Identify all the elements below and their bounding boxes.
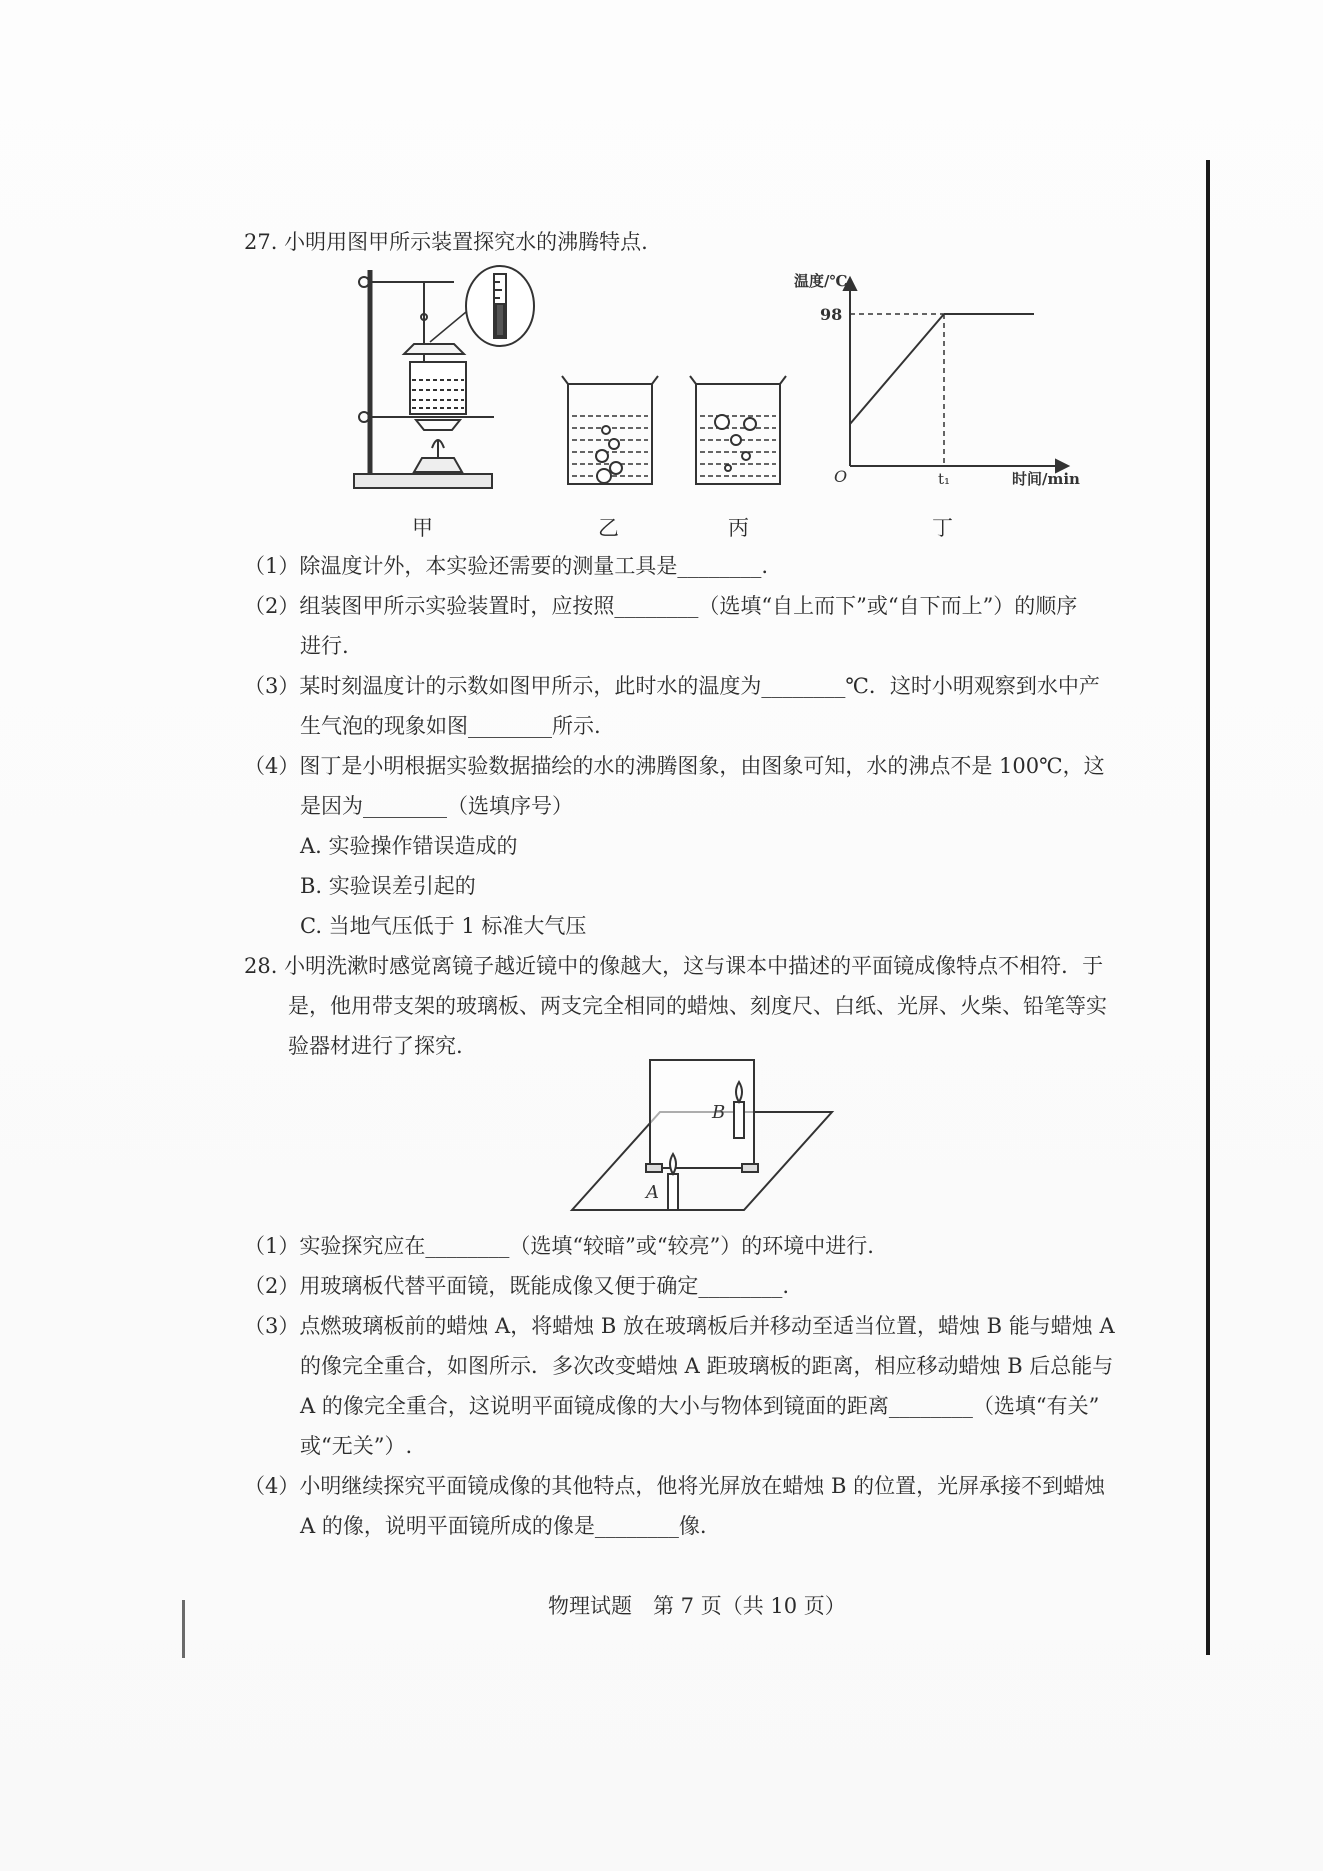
candle-b-flame xyxy=(736,1082,742,1102)
page-footer: 物理试题 第 7 页（共 10 页） xyxy=(548,1594,846,1618)
q27-option-a: A. 实验操作错误造成的 xyxy=(300,834,518,858)
graph-xlabel: 时间/min xyxy=(1012,470,1080,488)
q28-part-3-cont-2: A 的像完全重合，这说明平面镜成像的大小与物体到镜面的距离________（选填“有关” xyxy=(300,1394,1100,1418)
caption-bing: 丙 xyxy=(728,516,749,540)
graph-origin: O xyxy=(834,467,848,486)
page-edge-mark xyxy=(182,1600,185,1658)
q28-part-1: （1）实验探究应在________（选填“较暗”或“较亮”）的环境中进行. xyxy=(244,1234,874,1258)
graph-rising-line xyxy=(850,314,944,424)
q27-part-4: （4）图丁是小明根据实验数据描绘的水的沸腾图象，由图象可知，水的沸点不是 100℃，这 xyxy=(244,754,1105,778)
plate-stand-left xyxy=(646,1164,662,1172)
q27-figure-bing xyxy=(686,372,790,488)
q28-part-2: （2）用玻璃板代替平面镜，既能成像又便于确定________. xyxy=(244,1274,790,1298)
q27-part-2: （2）组装图甲所示实验装置时，应按照________（选填“自上而下”或“自下而上”）的顺序 xyxy=(244,594,1078,618)
candle-a-flame xyxy=(670,1154,676,1174)
caption-ding: 丁 xyxy=(932,516,953,540)
label-candle-a: A xyxy=(646,1182,659,1203)
q27-part-3: （3）某时刻温度计的示数如图甲所示，此时水的温度为________℃．这时小明观察到水中产 xyxy=(244,674,1100,698)
q27-figure-jia xyxy=(344,262,544,494)
q28-part-3-cont-3: 或“无关”）. xyxy=(300,1434,413,1458)
q27-part-3-cont: 生气泡的现象如图________所示. xyxy=(300,714,601,738)
candle-b xyxy=(734,1102,744,1138)
q28-part-4: （4）小明继续探究平面镜成像的其他特点，他将光屏放在蜡烛 B 的位置，光屏承接不到蜡烛 xyxy=(244,1474,1106,1498)
q27-option-c: C. 当地气压低于 1 标准大气压 xyxy=(300,914,587,938)
q27-part-2-cont: 进行. xyxy=(300,634,349,658)
caption-jia: 甲 xyxy=(412,516,433,540)
label-candle-b: B xyxy=(712,1102,726,1123)
q27-figure-yi xyxy=(558,372,662,488)
candle-a xyxy=(668,1174,678,1210)
q28-stem-2: 是，他用带支架的玻璃板、两支完全相同的蜡烛、刻度尺、白纸、光屏、火柴、铅笔等实 xyxy=(288,994,1107,1018)
graph-ylabel: 温度/℃ xyxy=(794,272,848,290)
graph-boil-value: 98 xyxy=(820,305,843,324)
q27-part-4-cont: 是因为________（选填序号） xyxy=(300,794,573,818)
q28-part-4-cont: A 的像，说明平面镜所成的像是________像. xyxy=(300,1514,707,1538)
page-edge-line xyxy=(1206,160,1210,1655)
q27-part-1: （1）除温度计外，本实验还需要的测量工具是________. xyxy=(244,554,769,578)
graph-t-label: t₁ xyxy=(938,470,951,488)
q27-figure-ding-graph xyxy=(790,268,1090,488)
q28-stem-3: 验器材进行了探究. xyxy=(288,1034,463,1058)
q28-part-3-cont-1: 的像完全重合，如图所示．多次改变蜡烛 A 距玻璃板的距离，相应移动蜡烛 B 后总能与 xyxy=(300,1354,1114,1378)
q27-option-b: B. 实验误差引起的 xyxy=(300,874,476,898)
q28-stem-1: 28. 小明洗漱时感觉离镜子越近镜中的像越大，这与课本中描述的平面镜成像特点不相符．于 xyxy=(244,954,1104,978)
q28-part-3: （3）点燃玻璃板前的蜡烛 A，将蜡烛 B 放在玻璃板后并移动至适当位置，蜡烛 B 能与蜡烛 A xyxy=(244,1314,1115,1338)
q28-figure-mirror xyxy=(566,1056,846,1216)
caption-yi: 乙 xyxy=(598,516,619,540)
plate-stand-right xyxy=(742,1164,758,1172)
q27-stem: 27. 小明用图甲所示装置探究水的沸腾特点. xyxy=(244,230,648,254)
